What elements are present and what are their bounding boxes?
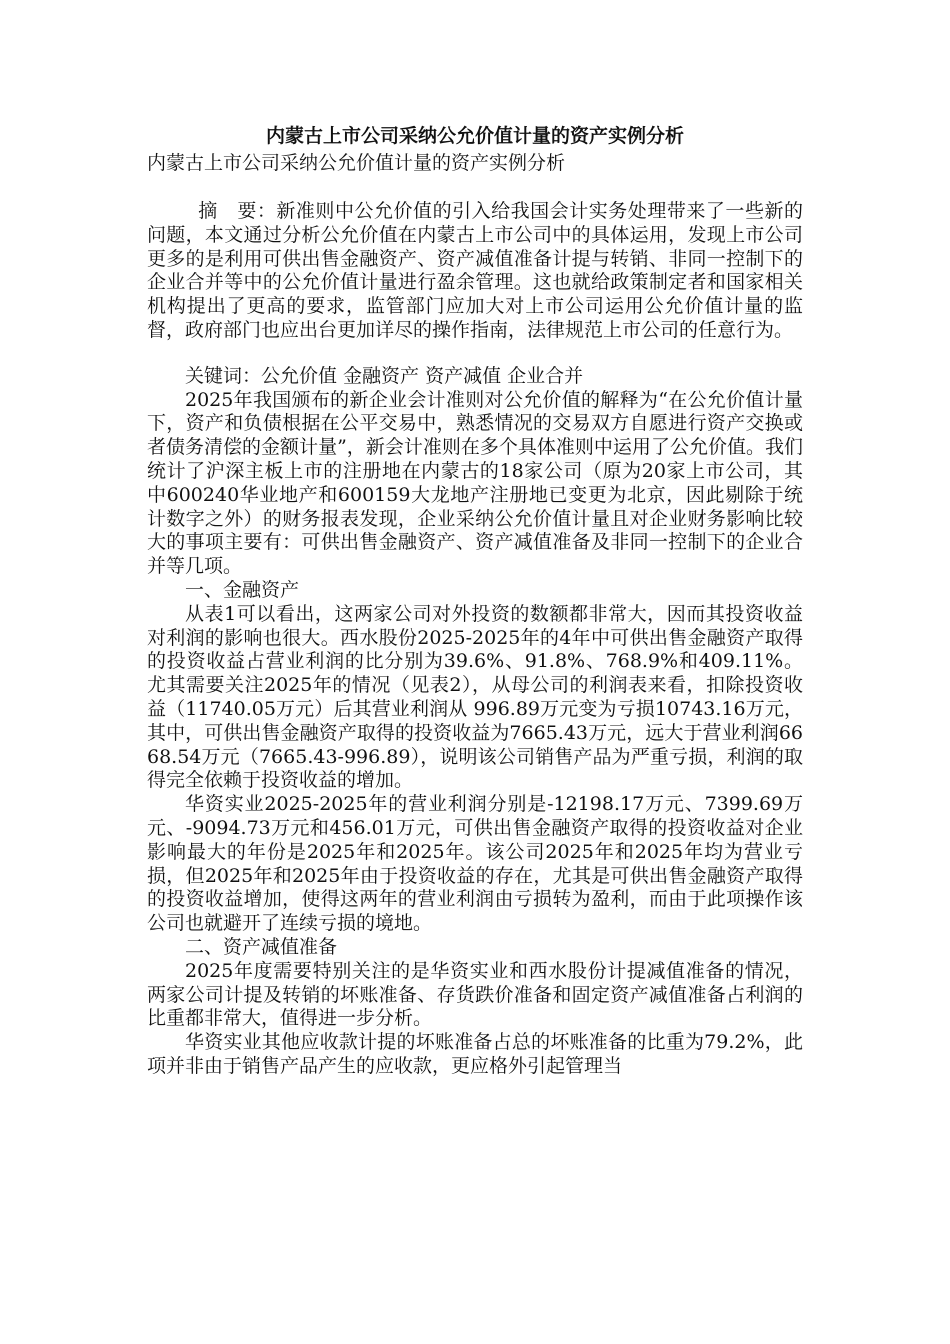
section2-paragraph-1: 2025年度需要特别关注的是华资实业和西水股份计提减值准备的情况，两家公司计提及转销的坏账准备、存货跌价准备和固定资产减值准备占利润的比重都非常大，值得进一步分析。 [147,959,803,1030]
blank-line [147,343,803,365]
section2-paragraph-2: 华资实业其他应收款计提的坏账准备占总的坏账准备的比重为79.2%，此项并非由于销售产品产生的应收款，更应格外引起管理当 [147,1031,803,1077]
blank-line [147,176,803,200]
section1-paragraph-2: 华资实业2025-2025年的营业利润分别是-12198.17万元、7399.69万元、-9094.73万元和456.01万元，可供出售金融资产取得的投资收益对企业影响最大的年份是2025年和2025年。该公司2025年和2025年均为营业亏损，但2025年和2025年由于投资收益的存在，尤其是可供出售金融资产取得的投资收益增加，使得这两年的营业利润由亏损转为盈利，而由于此项操作该公司也就避开了连续亏损的境地。 [147,793,803,935]
section1-paragraph-1: 从表1可以看出，这两家公司对外投资的数额都非常大，因而其投资收益对利润的影响也很大。西水股份2025-2025年的4年中可供出售金融资产取得的投资收益占营业利润的比分别为39.6%、91.8%、768.9%和409.11%。尤其需要关注2025年的情况（见表2），从母公司的利润表来看，扣除投资收益（11740.05万元）后其营业利润从 996.89万元变为亏损10743.16万元，其中，可供出售金融资产取得的投资收益为7665.43万元，远大于营业利润6668.54万元（7665.43-996.89），说明该公司销售产品为严重亏损，利润的取得完全依赖于投资收益的增加。 [147,602,803,792]
keywords-line: 关键词：公允价值 金融资产 资产减值 企业合并 [185,364,584,387]
document-body [147,150,803,1079]
intro-paragraph: 2025年我国颁布的新企业会计准则对公允价值的解释为“在公允价值计量下，资产和负债根据在公平交易中，熟悉情况的交易双方自愿进行资产交换或者债务清偿的金额计量”，新会计准则在多个具体准则中运用了公允价值。我们统计了沪深主板上市的注册地在内蒙古的18家公司（原为20家上市公司，其中600240华业地产和600159大龙地产注册地已变更为北京，因此剔除于统计数字之外）的财务报表发现，企业采纳公允价值计量且对企业财务影响比较大的事项主要有：可供出售金融资产、资产减值准备及非同一控制下的企业合并等几项。 [147,388,803,578]
document-subtitle: 内蒙古上市公司采纳公允价值计量的资产实例分析 [147,152,566,174]
section-heading-financial-assets: 一、金融资产 [185,578,300,601]
document-title: 内蒙古上市公司采纳公允价值计量的资产实例分析 [265,125,684,147]
section-heading-impairment: 二、资产减值准备 [185,935,338,958]
abstract-paragraph: 摘 要：新准则中公允价值的引入给我国会计实务处理带来了一些新的问题，本文通过分析公允价值在内蒙古上市公司中的具体运用，发现上市公司更多的是利用可供出售金融资产、资产减值准备计提与转销、非同一控制下的企业合并等中的公允价值计量进行盈余管理。这也就给政策制定者和国家相关机构提出了更高的要求，监管部门应加大对上市公司运用公允价值计量的监督，政府部门也应出台更加详尽的操作指南，法律规范上市公司的任意行为。 [147,200,803,341]
